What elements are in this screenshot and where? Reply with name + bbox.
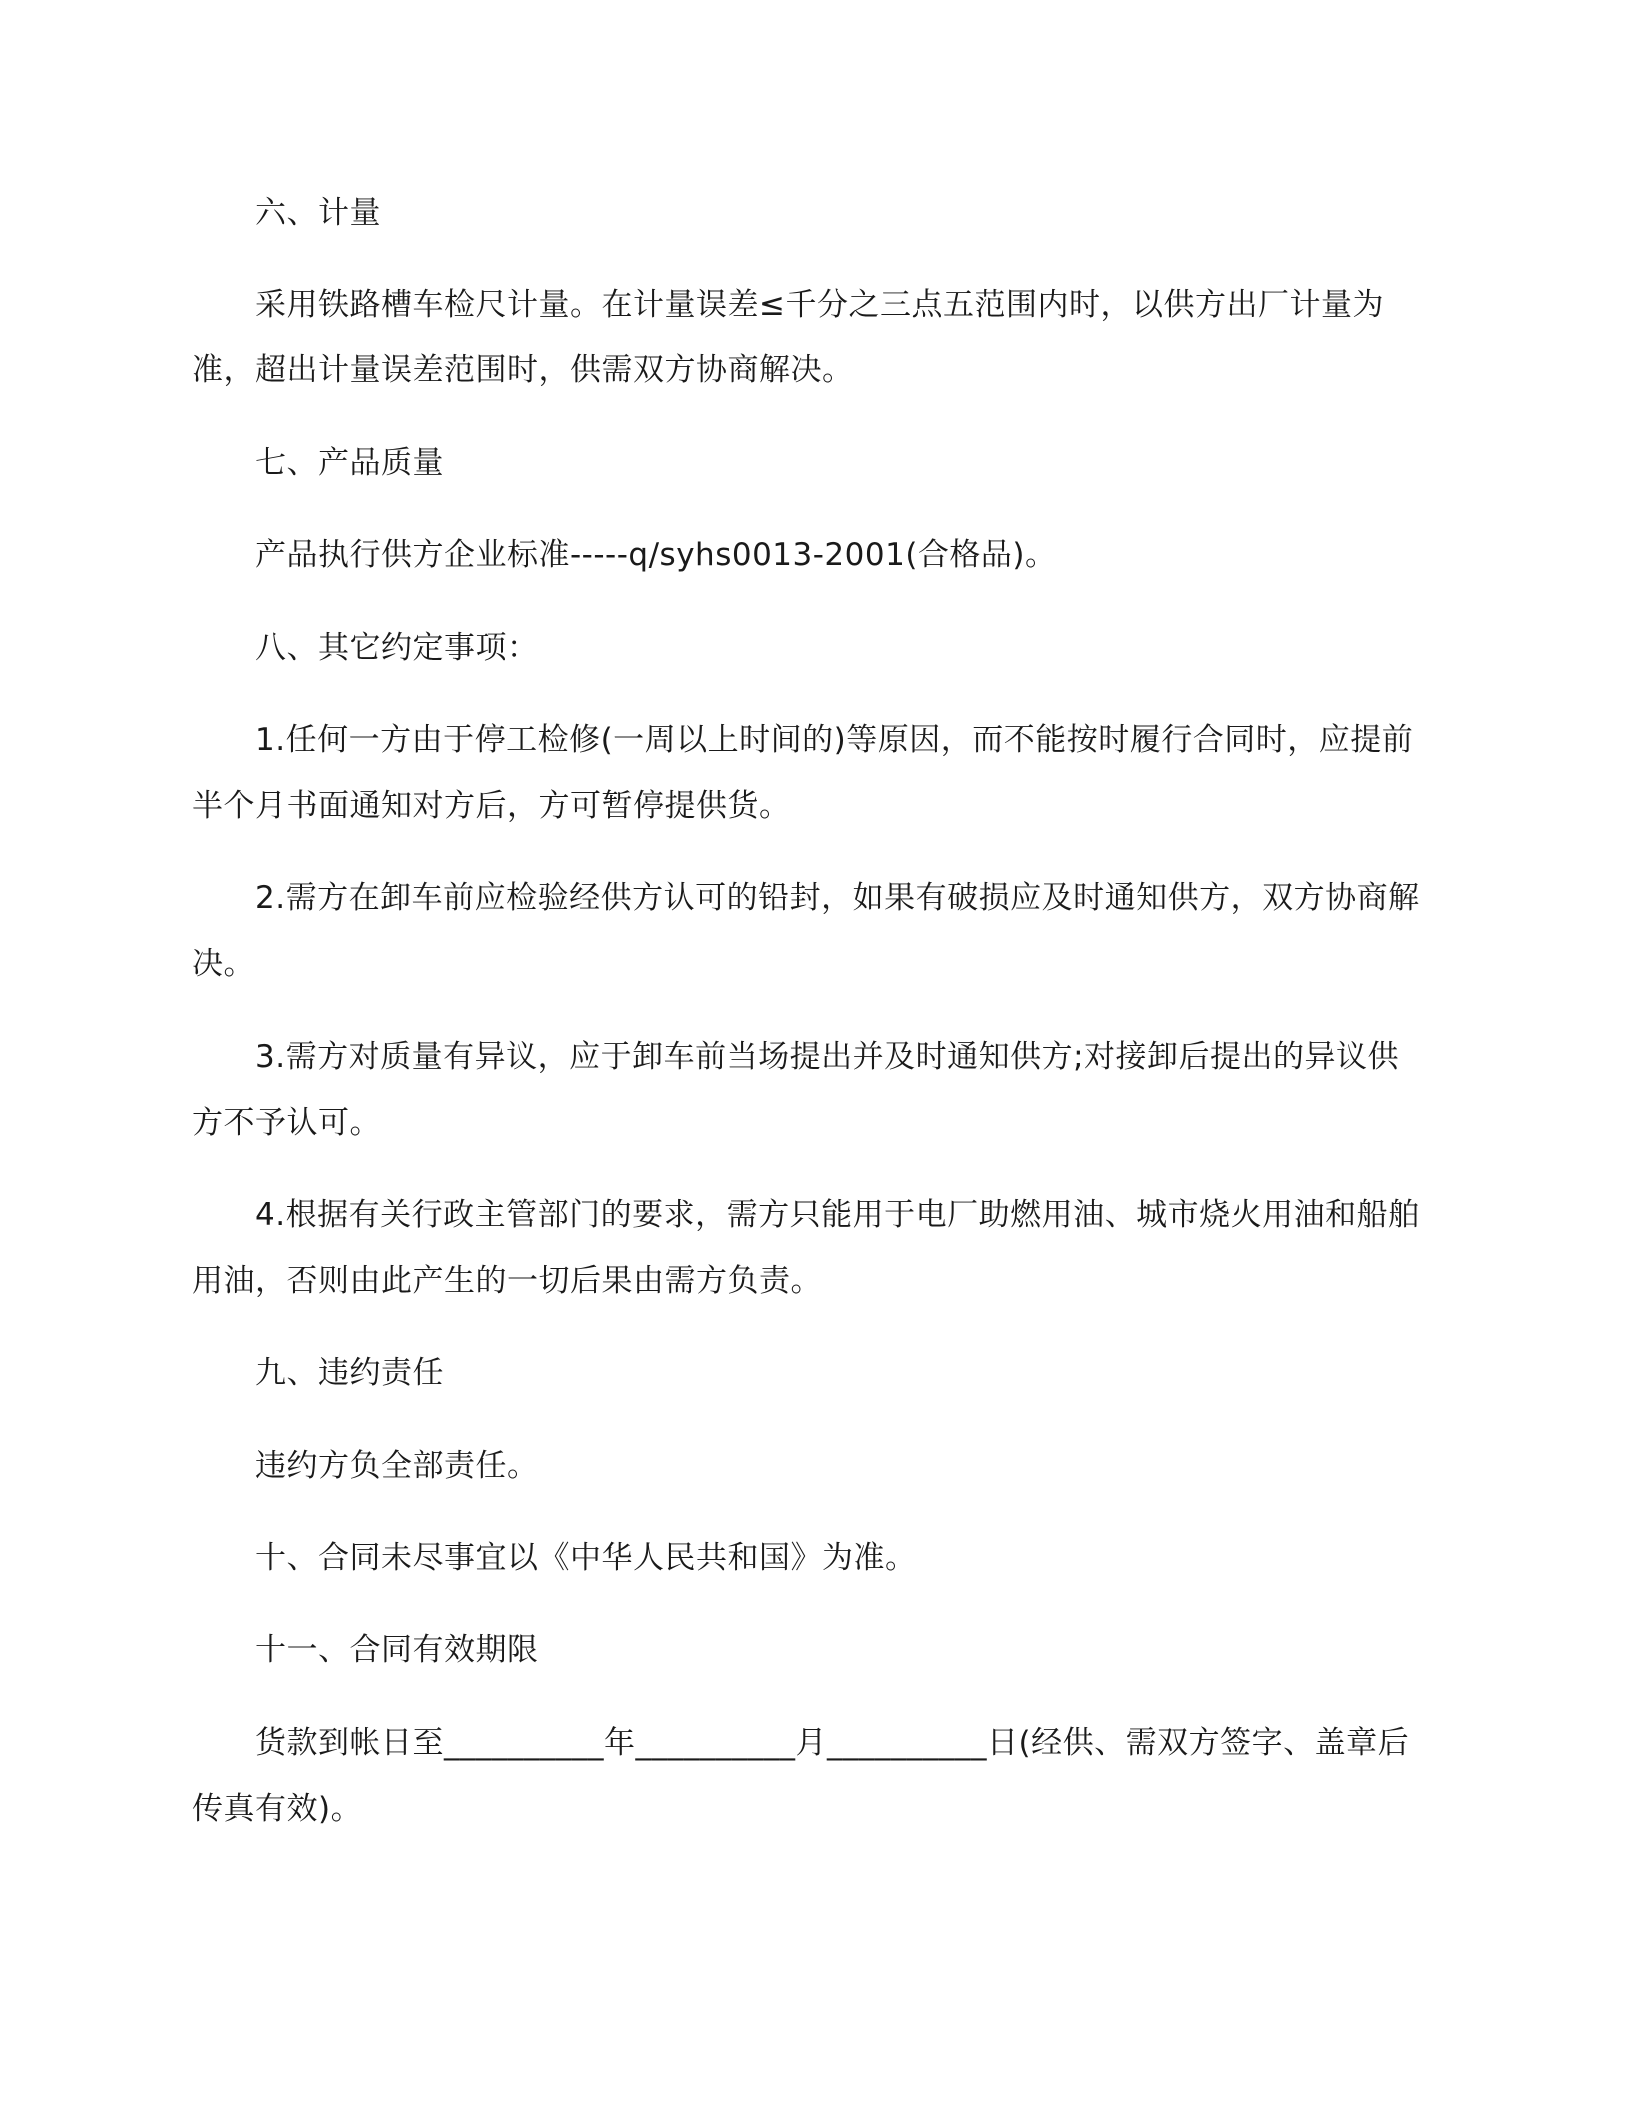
section-8-item-4-line-2: 用油，否则由此产生的一切后果由需方负责。 [192, 1263, 822, 1299]
section-7-paragraph: 产品执行供方企业标准-----q/syhs0013-2001(合格品)。 [255, 537, 1057, 573]
section-8-item-3-line-2: 方不予认可。 [192, 1105, 381, 1141]
section-6-heading: 六、计量 [255, 195, 381, 231]
section-8-item-1-line-2: 半个月书面通知对方后，方可暂停提供货。 [192, 788, 791, 824]
section-8-item-2-line-1: 2.需方在卸车前应检验经供方认可的铅封，如果有破损应及时通知供方，双方协商解 [255, 880, 1420, 916]
section-6-paragraph-line-2: 准，超出计量误差范围时，供需双方协商解决。 [192, 352, 854, 388]
section-8-heading: 八、其它约定事项： [255, 630, 539, 666]
section-6-paragraph-line-1: 采用铁路槽车检尺计量。在计量误差≤千分之三点五范围内时，以供方出厂计量为 [255, 287, 1384, 323]
section-8-item-2-line-2: 决。 [192, 946, 255, 982]
section-9-heading: 九、违约责任 [255, 1355, 444, 1391]
section-10-heading: 十、合同未尽事宜以《中华人民共和国》为准。 [255, 1540, 917, 1576]
section-11-heading: 十一、合同有效期限 [255, 1632, 539, 1668]
section-9-paragraph: 违约方负全部责任。 [255, 1448, 539, 1484]
section-11-paragraph-line-2: 传真有效)。 [192, 1791, 363, 1827]
section-11-paragraph-line-1: 货款到帐日至__________年__________月__________日(经供、需双方签字、盖章后 [255, 1725, 1410, 1761]
section-8-item-4-line-1: 4.根据有关行政主管部门的要求，需方只能用于电厂助燃用油、城市烧火用油和船舶 [255, 1197, 1420, 1233]
section-8-item-1-line-1: 1.任何一方由于停工检修(一周以上时间的)等原因，而不能按时履行合同时，应提前 [255, 722, 1414, 758]
section-7-heading: 七、产品质量 [255, 445, 444, 481]
section-8-item-3-line-1: 3.需方对质量有异议，应于卸车前当场提出并及时通知供方;对接卸后提出的异议供 [255, 1039, 1400, 1075]
